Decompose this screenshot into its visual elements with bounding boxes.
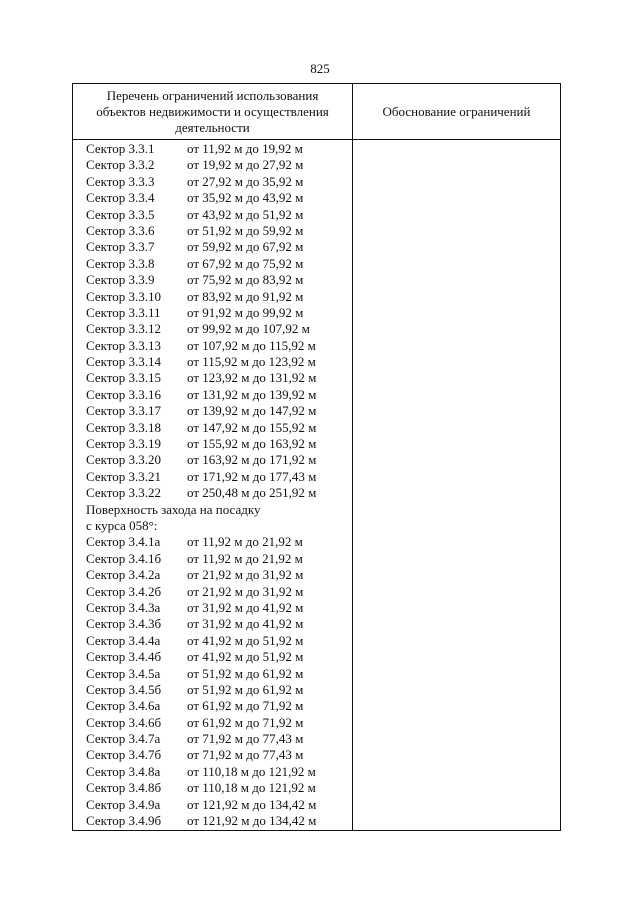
sector-name: Сектор 3.3.4 [86,190,155,206]
height-range: от 115,92 м до 123,92 м [187,354,316,370]
height-range: от 61,92 м до 71,92 м [187,714,304,730]
table-row [86,698,352,714]
height-range: от 61,92 м до 71,92 м [187,698,304,714]
height-range: от 41,92 м до 51,92 м [187,632,304,648]
header-left-line: объектов недвижимости и осуществления [96,104,329,119]
sector-name: Сектор 3.3.22 [86,485,162,501]
height-range: от 11,92 м до 19,92 м [187,141,303,156]
table-row [86,666,352,682]
sector-name: Сектор 3.3.8 [86,255,155,271]
header-left-line: Перечень ограничений использования [106,88,319,103]
table-row [86,616,352,632]
sector-name: Сектор 3.3.2 [86,157,155,173]
table-row [86,289,352,305]
sector-name: Сектор 3.3.14 [86,354,162,370]
table-body-row [73,140,560,830]
table-row [86,715,352,731]
height-range: от 91,92 м до 99,92 м [187,304,304,320]
sector-name: Сектор 3.3.1 [86,141,155,156]
sector-name: Сектор 3.4.7б [86,747,162,763]
sector-list-cell [73,140,353,830]
height-range: от 43,92 м до 51,92 м [187,206,304,222]
sector-name: Сектор 3.4.9а [86,796,161,812]
height-range: от 110,18 м до 121,92 м [187,763,316,779]
sector-name: Сектор 3.4.6а [86,698,161,714]
table-row [86,141,352,157]
table-row [86,207,352,223]
sector-name: Сектор 3.3.10 [86,288,162,304]
height-range: от 83,92 м до 91,92 м [187,288,304,304]
table-row [86,731,352,747]
table-row [86,813,352,829]
sector-name: Сектор 3.3.16 [86,386,162,402]
height-range: от 131,92 м до 139,92 м [187,386,317,402]
sector-name: Сектор 3.4.9б [86,813,162,829]
height-range: от 71,92 м до 77,43 м [187,747,304,763]
sector-name: Сектор 3.4.8а [86,763,161,779]
height-range: от 71,92 м до 77,43 м [187,731,304,747]
height-range: от 27,92 м до 35,92 м [187,173,304,189]
height-range: от 21,92 м до 31,92 м [187,567,304,583]
sector-name: Сектор 3.3.9 [86,272,155,288]
sector-name: Сектор 3.4.7а [86,731,161,747]
table-row [86,600,352,616]
table-row [86,370,352,386]
section-heading [86,502,352,535]
height-range: от 155,92 м до 163,92 м [187,436,317,452]
sector-name: Сектор 3.4.2б [86,583,162,599]
height-range: от 123,92 м до 131,92 м [187,370,317,386]
height-range: от 11,92 м до 21,92 м [187,550,303,566]
sector-name: Сектор 3.4.2а [86,567,161,583]
sector-name: Сектор 3.3.13 [86,337,162,353]
table-row [86,682,352,698]
sector-name: Сектор 3.4.3а [86,599,161,615]
table-row [86,584,352,600]
sector-name: Сектор 3.4.1а [86,534,161,550]
sector-name: Сектор 3.3.19 [86,436,162,452]
height-range: от 171,92 м до 177,43 м [187,468,317,484]
table-row [86,534,352,550]
table-header-row [73,84,560,140]
sector-name: Сектор 3.3.5 [86,206,155,222]
height-range: от 35,92 м до 43,92 м [187,190,304,206]
table-row [86,157,352,173]
section-heading-line: Поверхность захода на посадку [86,501,261,517]
table-row [86,764,352,780]
table-row [86,387,352,403]
sector-name: Сектор 3.3.7 [86,239,155,255]
height-range: от 121,92 м до 134,42 м [187,796,317,812]
sector-name: Сектор 3.3.17 [86,403,162,419]
sector-name: Сектор 3.4.6б [86,714,162,730]
height-range: от 67,92 м до 75,92 м [187,255,304,271]
header-restrictions-list [73,84,353,139]
sector-name: Сектор 3.4.5б [86,681,162,697]
sector-name: Сектор 3.3.15 [86,370,162,386]
table-row [86,747,352,763]
sector-name: Сектор 3.3.18 [86,419,162,435]
sector-name: Сектор 3.3.12 [86,321,162,337]
height-range: от 110,18 м до 121,92 м [187,780,316,796]
table-row [86,567,352,583]
height-range: от 75,92 м до 83,92 м [187,272,304,288]
table-row [86,239,352,255]
sector-group-3-3 [86,141,352,502]
height-range: от 250,48 м до 251,92 м [187,485,317,501]
table-row [86,797,352,813]
table-row [86,190,352,206]
table-row [86,551,352,567]
height-range: от 21,92 м до 31,92 м [187,583,304,599]
header-left-line: деятельности [175,120,250,135]
header-justification: Обоснование ограничений [382,103,531,119]
sector-name: Сектор 3.4.4а [86,632,161,648]
height-range: от 121,92 м до 134,42 м [187,813,317,829]
table-row [86,354,352,370]
height-range: от 163,92 м до 171,92 м [187,452,317,468]
table-row [86,223,352,239]
restrictions-table [72,83,561,831]
height-range: от 99,92 м до 107,92 м [187,321,310,337]
sector-name: Сектор 3.3.6 [86,222,155,238]
table-row [86,272,352,288]
table-row [86,469,352,485]
height-range: от 11,92 м до 21,92 м [187,534,303,550]
table-row [86,485,352,501]
height-range: от 51,92 м до 61,92 м [187,665,304,681]
table-row [86,305,352,321]
height-range: от 31,92 м до 41,92 м [187,616,304,632]
table-row [86,321,352,337]
table-row [86,420,352,436]
page-number: 825 [310,61,330,76]
height-range: от 41,92 м до 51,92 м [187,649,304,665]
sector-name: Сектор 3.3.11 [86,304,161,320]
height-range: от 147,92 м до 155,92 м [187,419,317,435]
sector-name: Сектор 3.4.3б [86,616,162,632]
sector-name: Сектор 3.3.21 [86,468,162,484]
table-row [86,174,352,190]
table-row [86,452,352,468]
table-row [86,780,352,796]
height-range: от 51,92 м до 59,92 м [187,222,304,238]
height-range: от 31,92 м до 41,92 м [187,599,304,615]
sector-group-3-4 [86,534,352,829]
table-row [86,436,352,452]
sector-name: Сектор 3.3.20 [86,452,162,468]
sector-name: Сектор 3.4.1б [86,550,162,566]
height-range: от 19,92 м до 27,92 м [187,157,304,173]
sector-name: Сектор 3.4.4б [86,649,162,665]
table-row [86,256,352,272]
height-range: от 107,92 м до 115,92 м [187,337,316,353]
sector-name: Сектор 3.3.3 [86,173,155,189]
sector-name: Сектор 3.4.8б [86,780,162,796]
section-heading-line: с курса 058°: [86,517,158,533]
height-range: от 51,92 м до 61,92 м [187,681,304,697]
table-row [86,633,352,649]
height-range: от 59,92 м до 67,92 м [187,239,304,255]
justification-cell [353,140,560,830]
table-row [86,403,352,419]
table-row [86,338,352,354]
height-range: от 139,92 м до 147,92 м [187,403,317,419]
table-row [86,649,352,665]
sector-name: Сектор 3.4.5а [86,665,161,681]
